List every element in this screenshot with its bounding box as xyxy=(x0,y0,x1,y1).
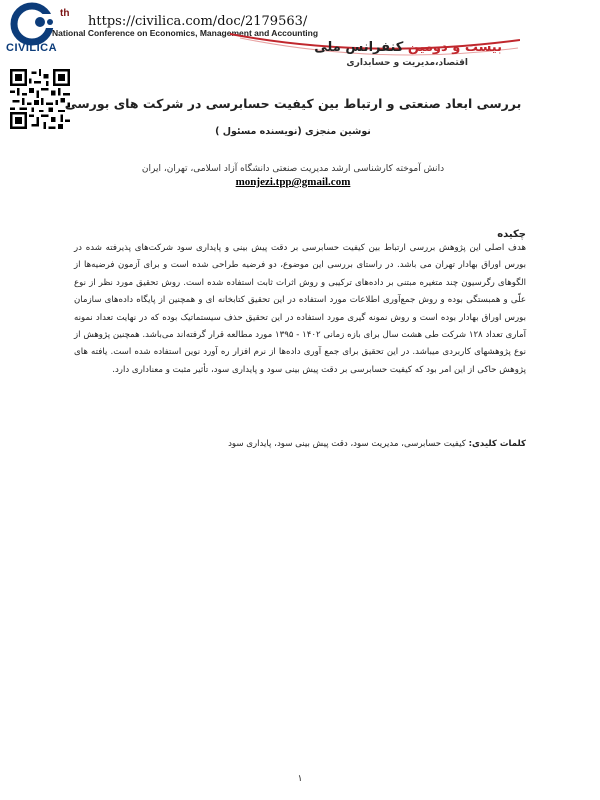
conference-ordinal-fa: بیست و دومین xyxy=(407,40,502,55)
logo-text: CIVILICA xyxy=(6,42,58,54)
abstract-text: هدف اصلی این پژوهش بررسی ارتباط بین کیفیت حسابرسی بر دقت پیش بینی و پایداری سود شرکت‌های پذیرفته شده در بورس اوراق بهادار تهران می باشد. در راستای بررسی این موضوع، دو فرضیه طراحی شده است و برای آزمون فرضیه‌ها از الگوهای رگرسیون چند متغیره مبتنی بر داده‌های ترکیبی و روش اثرات ثابت استفاده شده است. روش تحقیق مورد نظر از نوع علّی و همبستگی بوده و روش جمع‌آوری اطلاعات مورد استفاده در این تحقیق کتابخانه ای و همچنین از پایگاه داده‌های سازمان بورس اوراق بهادار بوده است و روش نمونه گیری مورد استفاده در این تحقیق حذف سیستماتیک بوده که در نهایت تعداد نمونه آماری تعداد ۱۲۸ شرکت طی هشت سال برای بازه زمانی ۱۴۰۲ - ۱۳۹۵ مورد مطالعه قرار گرفته‌اند می‌باشد. همچنین پژوهش از نوع پژوهشهای کاربردی میباشد. در این تحقیق برای جمع آوری داده‌ها از نرم افزار ره آورد نوین استفاده شده است. یافته های پژوهش حاکی از این امر بود که کیفیت حسابرسی بر دقت پیش بینی سود و پایداری سود، تأثیر مثبت و معناداری دارد. xyxy=(74,243,526,375)
ordinal-superscript: th xyxy=(60,8,70,19)
conference-title-en: National Conference on Economics, Management and Accounting xyxy=(52,28,319,38)
keywords-label: کلمات کلیدی: xyxy=(468,439,526,449)
author-email-link[interactable]: monjezi.tpp@gmail.com xyxy=(235,176,351,188)
abstract-heading: چکیده xyxy=(497,229,526,240)
author-affiliation: دانش آموخته کارشناسی ارشد مدیریت صنعتی دانشگاه آزاد اسلامی، تهران، ایران xyxy=(141,164,445,174)
keywords-list: کیفیت حسابرسی، مدیریت سود، دقت پیش بینی سود، پایداری سود xyxy=(228,439,469,449)
page-number: ۱ xyxy=(297,774,303,784)
conference-name-fa: کنفرانس ملی xyxy=(314,40,408,55)
paper-title: بررسی ابعاد صنعتی و ارتباط بین کیفیت حسابرسی در شرکت های بورسی xyxy=(64,96,522,111)
document-url[interactable]: https://civilica.com/doc/2179563/ xyxy=(88,14,308,29)
keywords-line xyxy=(228,439,526,449)
conference-subtitle-fa: اقتصاد،مدیریت و حسابداری xyxy=(346,58,468,68)
author-name: نوشین منجزی (نویسنده مسئول ) xyxy=(215,126,371,137)
conference-title-fa xyxy=(314,40,502,55)
